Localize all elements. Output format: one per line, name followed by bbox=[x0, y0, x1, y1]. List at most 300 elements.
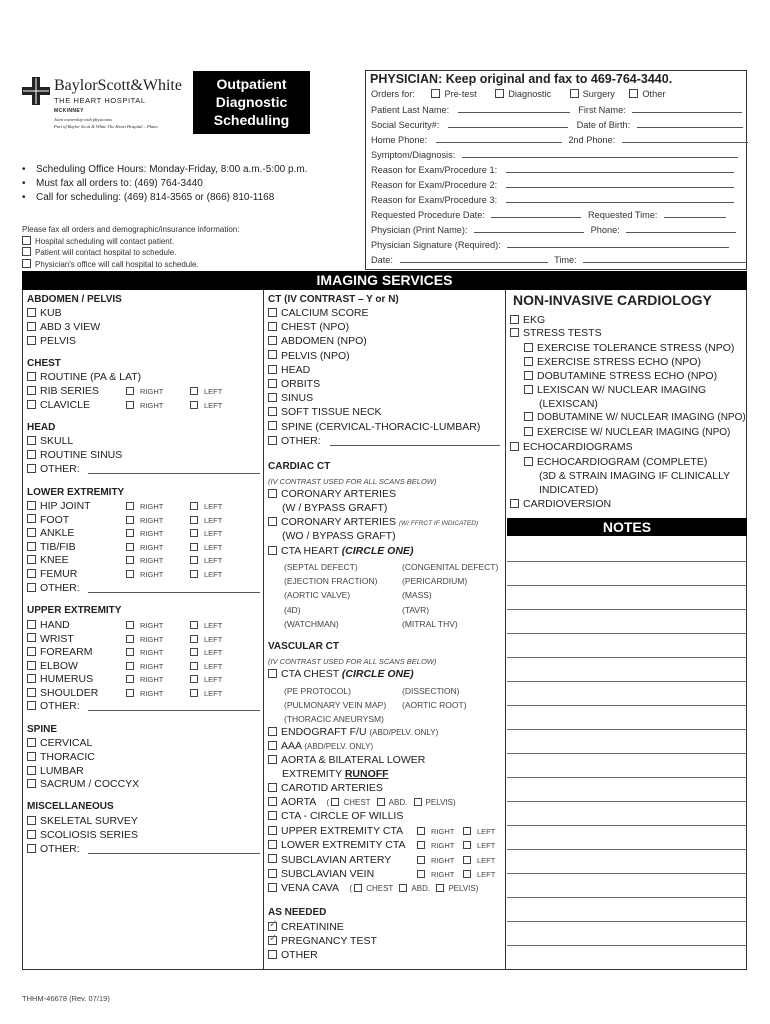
checkbox[interactable] bbox=[27, 844, 36, 853]
option-label: HAND bbox=[40, 619, 70, 631]
reason2-row bbox=[371, 179, 744, 194]
option-ct-1[interactable] bbox=[268, 321, 349, 333]
upper-right-5[interactable] bbox=[126, 689, 163, 698]
checkbox[interactable] bbox=[268, 669, 277, 678]
section-miscellaneous: MISCELLANEOUS bbox=[27, 801, 114, 812]
requested-time-field[interactable] bbox=[664, 209, 726, 218]
checkbox[interactable] bbox=[27, 542, 36, 551]
subclavian_artery-right[interactable] bbox=[417, 856, 454, 865]
option-upper-1[interactable] bbox=[27, 633, 74, 645]
checkbox[interactable] bbox=[510, 315, 519, 324]
checkbox[interactable] bbox=[268, 811, 277, 820]
checkbox[interactable] bbox=[190, 387, 198, 395]
checkbox[interactable] bbox=[126, 543, 134, 551]
dob-field[interactable] bbox=[637, 119, 743, 128]
checkbox[interactable] bbox=[27, 372, 36, 381]
cta-heart-option: (WATCHMAN) bbox=[284, 618, 339, 629]
option-lower-other[interactable] bbox=[27, 582, 80, 594]
option-exercise-echo[interactable] bbox=[524, 356, 701, 368]
checkbox[interactable] bbox=[190, 635, 198, 643]
option-ct-0[interactable] bbox=[268, 307, 369, 319]
checkbox[interactable] bbox=[268, 936, 277, 945]
checkbox[interactable] bbox=[126, 556, 134, 564]
phone-field[interactable] bbox=[626, 224, 736, 233]
checkbox[interactable] bbox=[268, 854, 277, 863]
checkbox[interactable] bbox=[524, 385, 533, 394]
checkbox[interactable] bbox=[268, 883, 277, 892]
side-label: LEFT bbox=[204, 648, 223, 658]
checkbox[interactable] bbox=[268, 489, 277, 498]
checkbox[interactable] bbox=[268, 840, 277, 849]
date-label: Date: bbox=[371, 255, 393, 265]
option-carotid[interactable] bbox=[268, 782, 383, 794]
checkbox[interactable] bbox=[268, 727, 277, 736]
option-upper-3[interactable] bbox=[27, 660, 78, 672]
option-dobutamine-nuclear[interactable] bbox=[524, 412, 746, 423]
checkbox[interactable] bbox=[463, 870, 471, 878]
option-cta-heart[interactable] bbox=[268, 545, 413, 557]
time-field[interactable] bbox=[583, 254, 747, 263]
option-lower-1[interactable] bbox=[27, 514, 69, 526]
option-kub[interactable] bbox=[27, 307, 62, 319]
second-phone-field[interactable] bbox=[622, 134, 748, 143]
checkbox[interactable] bbox=[510, 328, 519, 337]
option-creatinine[interactable] bbox=[268, 921, 344, 933]
physician-signature-label: Physician Signature (Required): bbox=[371, 240, 501, 250]
subclavian_vein-right[interactable] bbox=[417, 870, 454, 879]
fax-option-2: Patient will contact hospital to schedule. bbox=[35, 248, 177, 257]
option-cervical[interactable] bbox=[27, 737, 92, 749]
checkbox[interactable] bbox=[417, 841, 425, 849]
lower-other-field[interactable] bbox=[88, 592, 260, 593]
patient-last-name-field[interactable] bbox=[458, 104, 570, 113]
option-routine-sinus[interactable] bbox=[27, 449, 122, 461]
option-ct-other[interactable] bbox=[268, 435, 321, 447]
option-label: CTA CHEST bbox=[281, 668, 339, 680]
option-ct-2[interactable] bbox=[268, 335, 367, 347]
option-exercise-nuclear[interactable] bbox=[524, 427, 730, 438]
option-label: LUMBAR bbox=[40, 765, 84, 777]
checkbox[interactable] bbox=[27, 501, 36, 510]
section-vascular-ct: VASCULAR CT bbox=[268, 641, 339, 652]
aorta-chest-label: CHEST bbox=[343, 798, 371, 807]
option-pregnancy-test[interactable] bbox=[268, 935, 377, 947]
checkbox[interactable] bbox=[524, 343, 533, 352]
option-cardioversion[interactable] bbox=[510, 498, 611, 510]
rib-left[interactable] bbox=[190, 387, 222, 396]
upper-left-5[interactable] bbox=[190, 689, 222, 698]
checkbox[interactable] bbox=[268, 407, 277, 416]
left-label: LEFT bbox=[204, 387, 223, 396]
side-label: LEFT bbox=[204, 556, 223, 566]
cta-heart-option: (EJECTION FRACTION) bbox=[284, 576, 378, 587]
clavicle-left[interactable] bbox=[190, 401, 222, 410]
checkbox[interactable] bbox=[190, 529, 198, 537]
physician-signature-field[interactable] bbox=[507, 239, 729, 248]
lower-left-1[interactable] bbox=[190, 516, 222, 525]
option-circle-of-willis[interactable] bbox=[268, 810, 403, 822]
checkbox[interactable] bbox=[190, 502, 198, 510]
checkbox[interactable] bbox=[417, 870, 425, 878]
checkbox[interactable] bbox=[22, 236, 31, 245]
checkbox[interactable] bbox=[126, 516, 134, 524]
option-endograft[interactable] bbox=[268, 726, 438, 738]
physician-title: PHYSICIAN: Keep original and fax to 469-764-3440. bbox=[370, 72, 673, 86]
option-label: SUBCLAVIAN VEIN bbox=[281, 867, 375, 880]
checkbox[interactable] bbox=[268, 922, 277, 931]
lower-left-0[interactable] bbox=[190, 502, 222, 511]
section-cardiac-ct: CARDIAC CT bbox=[268, 461, 331, 472]
reason3-field[interactable] bbox=[506, 194, 734, 203]
option-abd3view[interactable] bbox=[27, 321, 100, 333]
option-dobutamine-echo[interactable] bbox=[524, 370, 717, 382]
option-aorta-bilateral[interactable] bbox=[268, 754, 425, 766]
checkbox[interactable] bbox=[524, 457, 533, 466]
option-echocardiograms[interactable] bbox=[510, 441, 633, 453]
lower-left-3[interactable] bbox=[190, 543, 222, 552]
checkbox[interactable] bbox=[399, 884, 407, 892]
checkbox[interactable] bbox=[495, 89, 504, 98]
checkbox[interactable] bbox=[27, 583, 36, 592]
checkbox[interactable] bbox=[27, 569, 36, 578]
upper-other-field[interactable] bbox=[88, 710, 260, 711]
section-chest: CHEST bbox=[27, 358, 61, 369]
checkbox[interactable] bbox=[268, 421, 277, 430]
checkbox[interactable] bbox=[126, 401, 134, 409]
option-skeletal-survey[interactable] bbox=[27, 815, 138, 827]
checkbox[interactable] bbox=[268, 393, 277, 402]
reason3-row bbox=[371, 194, 744, 209]
checkbox[interactable] bbox=[268, 379, 277, 388]
date-field[interactable] bbox=[400, 254, 548, 263]
checkbox[interactable] bbox=[331, 798, 339, 806]
phone-label: Phone: bbox=[590, 225, 620, 235]
option-echo-complete[interactable] bbox=[524, 456, 707, 468]
reason1-field[interactable] bbox=[506, 164, 734, 173]
checkbox[interactable] bbox=[126, 621, 134, 629]
lower-right-2[interactable] bbox=[126, 529, 163, 538]
lower-right-1[interactable] bbox=[126, 516, 163, 525]
checkbox[interactable] bbox=[27, 386, 36, 395]
upper-right-3[interactable] bbox=[126, 662, 163, 671]
side-label: RIGHT bbox=[431, 827, 455, 836]
lower_cta-left[interactable] bbox=[463, 841, 495, 850]
checkbox[interactable] bbox=[27, 738, 36, 747]
lower-right-5[interactable] bbox=[126, 570, 163, 579]
checkbox[interactable] bbox=[27, 701, 36, 710]
checkbox[interactable] bbox=[268, 308, 277, 317]
option-exercise-tolerance[interactable] bbox=[524, 342, 734, 354]
option-upper-2[interactable] bbox=[27, 646, 93, 658]
misc-other-field[interactable] bbox=[88, 853, 260, 854]
option-ct-6[interactable] bbox=[268, 392, 313, 404]
option-rib-series[interactable] bbox=[27, 385, 99, 397]
checkbox[interactable] bbox=[126, 648, 134, 656]
option-label: SCOLIOSIS SERIES bbox=[40, 829, 139, 841]
checkbox[interactable] bbox=[190, 570, 198, 578]
checkbox[interactable] bbox=[27, 752, 36, 761]
checkbox[interactable] bbox=[27, 555, 36, 564]
lower_cta-right[interactable] bbox=[417, 841, 454, 850]
option-upper-5[interactable] bbox=[27, 687, 98, 699]
checkbox[interactable] bbox=[524, 357, 533, 366]
checkbox[interactable] bbox=[27, 464, 36, 473]
checkbox[interactable] bbox=[27, 528, 36, 537]
upper-right-4[interactable] bbox=[126, 675, 163, 684]
checkbox[interactable] bbox=[268, 517, 277, 526]
option-lower-cta[interactable] bbox=[268, 839, 405, 851]
checkbox[interactable] bbox=[524, 412, 533, 421]
checkbox[interactable] bbox=[190, 543, 198, 551]
head-other-field[interactable] bbox=[88, 473, 260, 474]
option-head-other[interactable] bbox=[27, 463, 80, 475]
call-instructions: • Call for scheduling: (469) 814-3565 or (866) 810-1168 bbox=[22, 191, 307, 205]
fax-instructions: • Must fax all orders to: (469) 764-3440 bbox=[22, 177, 307, 191]
checkbox[interactable] bbox=[190, 516, 198, 524]
checkbox[interactable] bbox=[27, 766, 36, 775]
checkbox[interactable] bbox=[126, 570, 134, 578]
checkbox[interactable] bbox=[126, 675, 134, 683]
subclavian_vein-left[interactable] bbox=[463, 870, 495, 879]
upper-left-1[interactable] bbox=[190, 635, 222, 644]
upper_cta-right[interactable] bbox=[417, 827, 454, 836]
option-label: VENA CAVA bbox=[281, 882, 339, 894]
option-pelvis[interactable] bbox=[27, 335, 76, 347]
checkbox[interactable] bbox=[268, 783, 277, 792]
option-sacrum[interactable] bbox=[27, 778, 139, 790]
fax-option-3: Physician's office will call hospital to schedule. bbox=[35, 259, 199, 269]
option-upper-cta[interactable] bbox=[268, 825, 403, 837]
checkbox[interactable] bbox=[190, 621, 198, 629]
checkbox[interactable] bbox=[27, 779, 36, 788]
option-subclavian-artery[interactable] bbox=[268, 854, 391, 866]
checkbox[interactable] bbox=[27, 816, 36, 825]
checkbox[interactable] bbox=[436, 884, 444, 892]
option-label: OTHER: bbox=[40, 843, 80, 855]
option-aorta[interactable]: AORTA ( CHEST ABD. PELVIS) bbox=[268, 796, 456, 808]
option-clavicle[interactable] bbox=[27, 399, 90, 411]
option-ekg[interactable] bbox=[510, 314, 545, 326]
option-misc-other[interactable] bbox=[27, 843, 80, 855]
lower-left-2[interactable] bbox=[190, 529, 222, 538]
checkbox[interactable] bbox=[126, 635, 134, 643]
option-ct-4[interactable] bbox=[268, 364, 310, 376]
reason1-row bbox=[371, 164, 744, 179]
first-name-field[interactable] bbox=[632, 104, 742, 113]
checkbox[interactable] bbox=[268, 322, 277, 331]
option-ct-5[interactable] bbox=[268, 378, 320, 390]
checkbox[interactable] bbox=[431, 89, 440, 98]
wo-bypass-label: (WO / BYPASS GRAFT) bbox=[282, 530, 396, 542]
notes-line bbox=[507, 777, 747, 778]
option-upper-other[interactable] bbox=[27, 700, 80, 712]
option-label: CAROTID ARTERIES bbox=[281, 782, 383, 794]
checkbox[interactable] bbox=[27, 830, 36, 839]
checkbox[interactable] bbox=[22, 259, 31, 268]
upper-right-2[interactable] bbox=[126, 648, 163, 657]
rib-right[interactable] bbox=[126, 387, 163, 396]
form-number: THHM-46678 (Rev. 07/19) bbox=[22, 994, 110, 1003]
upper-left-0[interactable] bbox=[190, 621, 222, 630]
lower-right-3[interactable] bbox=[126, 543, 163, 552]
option-lower-3[interactable] bbox=[27, 541, 76, 553]
checkbox[interactable] bbox=[524, 371, 533, 380]
option-routine-pa-lat[interactable] bbox=[27, 371, 141, 383]
option-upper-4[interactable] bbox=[27, 673, 93, 685]
option-scoliosis[interactable] bbox=[27, 829, 138, 841]
option-vena-cava[interactable]: VENA CAVA ( CHEST ABD. PELVIS) bbox=[268, 882, 478, 894]
side-label: RIGHT bbox=[140, 621, 164, 630]
requested-date-label: Requested Procedure Date: bbox=[371, 210, 485, 220]
checkbox[interactable] bbox=[190, 662, 198, 670]
checkbox[interactable] bbox=[268, 436, 277, 445]
symptom-field[interactable] bbox=[462, 149, 738, 158]
checkbox[interactable] bbox=[27, 450, 36, 459]
checkbox[interactable] bbox=[463, 856, 471, 864]
checkbox[interactable] bbox=[463, 841, 471, 849]
option-skull[interactable] bbox=[27, 435, 73, 447]
option-label: THORACIC bbox=[40, 751, 95, 763]
option-label: CORONARY ARTERIES bbox=[281, 516, 396, 528]
side-label: LEFT bbox=[204, 661, 223, 671]
option-lower-5[interactable] bbox=[27, 568, 77, 580]
notes-line bbox=[507, 753, 747, 754]
option-as-needed-other[interactable] bbox=[268, 949, 318, 961]
checkbox[interactable] bbox=[570, 89, 579, 98]
checkbox[interactable] bbox=[27, 322, 36, 331]
checkbox[interactable] bbox=[377, 798, 385, 806]
checkbox[interactable] bbox=[190, 689, 198, 697]
checkbox[interactable] bbox=[22, 247, 31, 256]
checkbox[interactable] bbox=[268, 950, 277, 959]
notes-line bbox=[507, 801, 747, 802]
upper-right-0[interactable] bbox=[126, 621, 163, 630]
option-label: ORBITS bbox=[281, 378, 321, 390]
option-lower-2[interactable] bbox=[27, 527, 74, 539]
upper-left-2[interactable] bbox=[190, 648, 222, 657]
checkbox[interactable] bbox=[126, 387, 134, 395]
option-coronary-ffrct[interactable] bbox=[268, 516, 478, 528]
side-label: RIGHT bbox=[140, 570, 164, 579]
subclavian_artery-left[interactable] bbox=[463, 856, 495, 865]
checkbox[interactable] bbox=[27, 688, 36, 697]
side-label: LEFT bbox=[204, 515, 223, 525]
checkbox[interactable] bbox=[414, 798, 422, 806]
symptom-label: Symptom/Diagnosis: bbox=[371, 150, 456, 160]
side-label: LEFT bbox=[204, 689, 223, 698]
checkbox[interactable] bbox=[354, 884, 362, 892]
option-lower-4[interactable] bbox=[27, 554, 69, 566]
option-upper-0[interactable] bbox=[27, 619, 70, 631]
option-thoracic[interactable] bbox=[27, 751, 95, 763]
checkbox[interactable] bbox=[629, 89, 638, 98]
side-label: LEFT bbox=[204, 634, 223, 644]
upper-right-1[interactable] bbox=[126, 635, 163, 644]
physician-print-label: Physician (Print Name): bbox=[371, 225, 468, 235]
checkbox[interactable] bbox=[190, 556, 198, 564]
checkbox[interactable] bbox=[417, 856, 425, 864]
checkbox[interactable] bbox=[27, 436, 36, 445]
option-subclavian-vein[interactable] bbox=[268, 868, 374, 880]
checkbox[interactable] bbox=[268, 741, 277, 750]
checkbox[interactable] bbox=[126, 689, 134, 697]
thoracic-aneurysm: (THORACIC ANEURYSM) bbox=[284, 714, 384, 724]
requested-date-field[interactable] bbox=[491, 209, 581, 218]
option-lumbar[interactable] bbox=[27, 765, 84, 777]
checkbox[interactable] bbox=[126, 662, 134, 670]
lower-right-4[interactable] bbox=[126, 556, 163, 565]
option-ct-3[interactable] bbox=[268, 350, 350, 362]
checkbox[interactable] bbox=[268, 869, 277, 878]
checkbox[interactable] bbox=[268, 797, 277, 806]
side-label: LEFT bbox=[204, 570, 223, 579]
checkbox[interactable] bbox=[27, 400, 36, 409]
checkbox[interactable] bbox=[27, 514, 36, 523]
side-label: LEFT bbox=[477, 841, 496, 851]
checkbox[interactable] bbox=[190, 648, 198, 656]
checkbox[interactable] bbox=[268, 826, 277, 835]
checkbox[interactable] bbox=[524, 427, 533, 436]
upper-left-3[interactable] bbox=[190, 662, 222, 671]
lower-left-4[interactable] bbox=[190, 556, 222, 565]
ct-other-field[interactable] bbox=[330, 445, 500, 446]
cta-heart-option: (CONGENITAL DEFECT) bbox=[402, 562, 499, 572]
checkbox[interactable] bbox=[27, 661, 36, 670]
checkbox[interactable] bbox=[268, 365, 277, 374]
checkbox[interactable] bbox=[27, 647, 36, 656]
lower-left-5[interactable] bbox=[190, 570, 222, 579]
checkbox[interactable] bbox=[268, 755, 277, 764]
option-lexiscan[interactable] bbox=[524, 384, 706, 396]
checkbox[interactable] bbox=[27, 674, 36, 683]
option-ct-7[interactable] bbox=[268, 406, 382, 418]
clavicle-right[interactable] bbox=[126, 401, 163, 410]
option-cta-chest[interactable] bbox=[268, 668, 414, 680]
option-label: CHEST (NPO) bbox=[281, 321, 350, 334]
checkbox[interactable] bbox=[27, 620, 36, 629]
option-ct-8[interactable] bbox=[268, 421, 480, 433]
fax-note bbox=[22, 224, 239, 270]
option-lower-0[interactable] bbox=[27, 500, 91, 512]
option-aaa[interactable] bbox=[268, 740, 373, 752]
checkbox[interactable] bbox=[510, 442, 519, 451]
checkbox[interactable] bbox=[417, 827, 425, 835]
checkbox[interactable] bbox=[268, 336, 277, 345]
checkbox[interactable] bbox=[190, 401, 198, 409]
checkbox[interactable] bbox=[190, 675, 198, 683]
checkbox[interactable] bbox=[268, 350, 277, 359]
checkbox[interactable] bbox=[510, 499, 519, 508]
option-coronary-arteries[interactable] bbox=[268, 488, 396, 500]
upper-left-4[interactable] bbox=[190, 675, 222, 684]
checkbox[interactable] bbox=[268, 546, 277, 555]
checkbox[interactable] bbox=[27, 633, 36, 642]
section-spine: SPINE bbox=[27, 724, 58, 735]
lower-right-0[interactable] bbox=[126, 502, 163, 511]
physician-print-field[interactable] bbox=[474, 224, 584, 233]
checkbox[interactable] bbox=[126, 529, 134, 537]
checkbox[interactable] bbox=[126, 502, 134, 510]
option-other: Other bbox=[642, 89, 666, 99]
option-stress-tests[interactable] bbox=[510, 327, 602, 339]
checkbox[interactable] bbox=[27, 308, 36, 317]
home-phone-field[interactable] bbox=[436, 134, 562, 143]
ssn-field[interactable] bbox=[448, 119, 568, 128]
checkbox[interactable] bbox=[27, 336, 36, 345]
checkbox[interactable] bbox=[463, 827, 471, 835]
upper_cta-left[interactable] bbox=[463, 827, 495, 836]
reason2-field[interactable] bbox=[506, 179, 734, 188]
